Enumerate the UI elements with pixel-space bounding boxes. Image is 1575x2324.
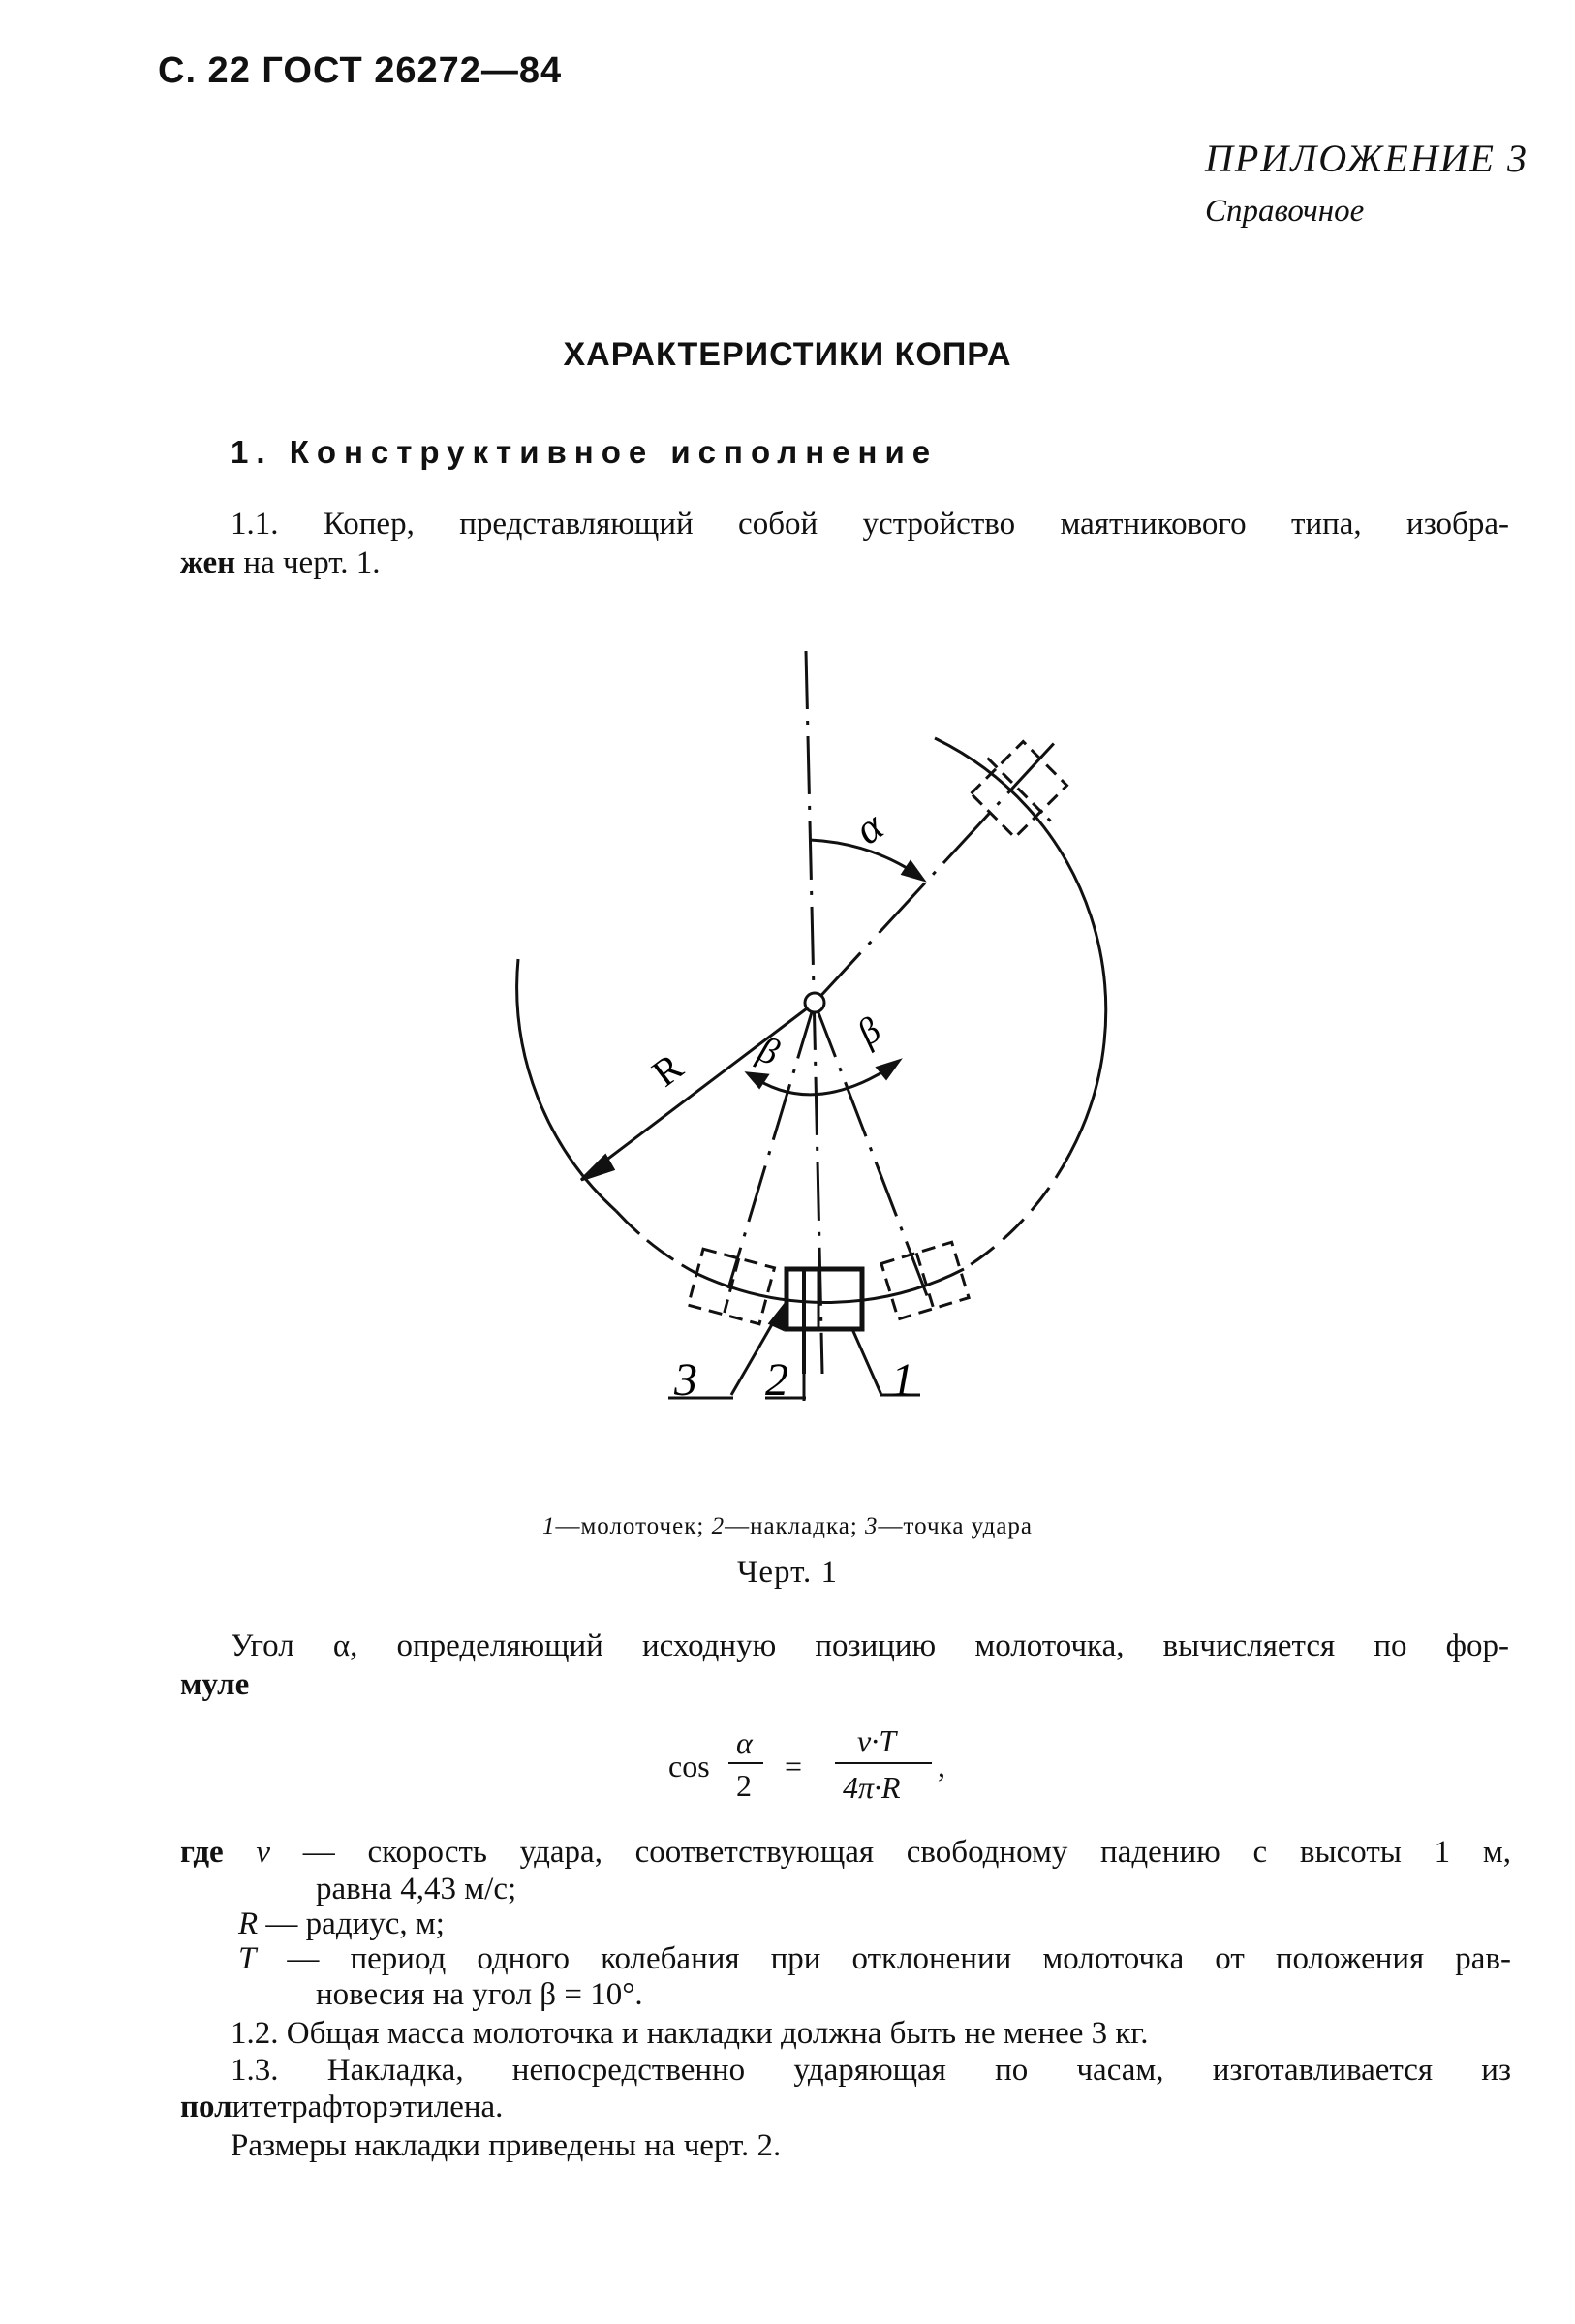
paragraph-1-1-line1: 1.1. Копер, представляющий собой устройство маятникового типа, изобра- [231,507,1509,542]
formula-fraction-bar-right [835,1762,932,1764]
formula [668,1720,959,1816]
callout-2: 2 [765,1354,788,1406]
radius-arrowhead [581,1156,613,1180]
leader-3-arrowhead [770,1305,785,1329]
formula-cos: cos [668,1749,710,1783]
caption-num-2: 2 [711,1513,726,1539]
callout-3: 3 [674,1354,697,1406]
swing-arc-lower-left [616,1211,697,1274]
definition-r [238,1906,445,1942]
radius-label: R [643,1044,692,1096]
paragraph-1-2: 1.2. Общая масса молоточка и накладки должна быть не менее 3 кг. [231,2016,1149,2051]
bold-fragment-ptfe: пол [180,2090,232,2124]
hammer-left [689,1249,775,1324]
beta-arc [751,1064,896,1095]
where-word: где [180,1835,224,1870]
hammer-raised [962,732,1077,848]
appendix-subtitle: Справочное [1205,194,1365,229]
paragraph-1-3-line1: 1.3. Накладка, непосредственно ударяющая по часам, изготавливается из [231,2053,1511,2088]
angle-text-line1: Угол α, определяющий исходную позицию молоточка, вычисляется по фор- [231,1628,1509,1663]
formula-equals: = [785,1749,803,1783]
formula-fraction-bar-left [728,1762,763,1764]
definition-v-line2: равна 4,43 м/с; [316,1872,517,1906]
symbol-r: R [238,1906,259,1941]
symbol-t: T [238,1941,257,1976]
formula-num-left: α [736,1725,753,1760]
document-title: ХАРАКТЕРИСТИКИ КОПРА [563,336,1012,373]
paragraph-1-3-rest: итетрафторэтилена. [232,2090,504,2124]
pendulum-arm-raised [815,739,1058,1003]
paragraph-1-1-rest: на черт. 1. [235,545,381,580]
caption-num-1: 1 [541,1513,556,1539]
page-header: С. 22 ГОСТ 26272—84 [158,50,563,91]
definition-t-line2: новесия на угол β = 10°. [316,1977,643,2012]
definition-v [180,1834,1511,1871]
caption-text-1: —молоточек; [555,1513,712,1539]
paragraph-1-3-line2 [180,2089,503,2125]
paragraph-1-3-line3: Размеры накладки приведены на черт. 2. [231,2128,782,2163]
figure-label: Черт. 1 [736,1555,839,1590]
appendix-title: ПРИЛОЖЕНИЕ 3 [1205,137,1529,180]
swing-arc-lower-right [964,1153,1070,1269]
caption-text-3: —точка удара [878,1513,1034,1539]
alpha-label: α [846,801,892,854]
bold-fragment-formula: муле [180,1667,250,1702]
formula-den-right: 4π·R [843,1770,901,1805]
definition-v-line1: — скорость удара, соответствующая свободному падению с высоты 1 м, [270,1835,1512,1870]
beta-arrowhead-right [878,1061,899,1078]
angle-text-line2 [180,1666,249,1703]
beta-left-label: β [753,1029,785,1074]
definition-r-text: — радиус, м; [258,1906,445,1941]
caption-num-3: 3 [865,1513,879,1539]
formula-comma: , [938,1749,945,1783]
bold-fragment: жен [180,545,236,580]
hammer-center [787,1269,862,1329]
beta-right-label: β [849,1009,889,1054]
definition-t [238,1940,1511,1977]
definition-t-line1: — период одного колебания при отклонении молоточка от положения рав- [256,1941,1511,1976]
caption-text-2: —накладка; [725,1513,866,1539]
alpha-arrowhead [903,862,923,880]
symbol-v: v [256,1835,271,1870]
formula-den-left: 2 [736,1768,752,1803]
swing-arc-right [935,738,1106,1153]
figure-caption [0,1513,1575,1540]
pivot-point [805,993,824,1012]
hammer-right [881,1242,969,1319]
formula-num-right: v·T [857,1723,896,1758]
section-heading: 1. Конструктивное исполнение [231,434,939,470]
callout-1: 1 [891,1354,914,1406]
